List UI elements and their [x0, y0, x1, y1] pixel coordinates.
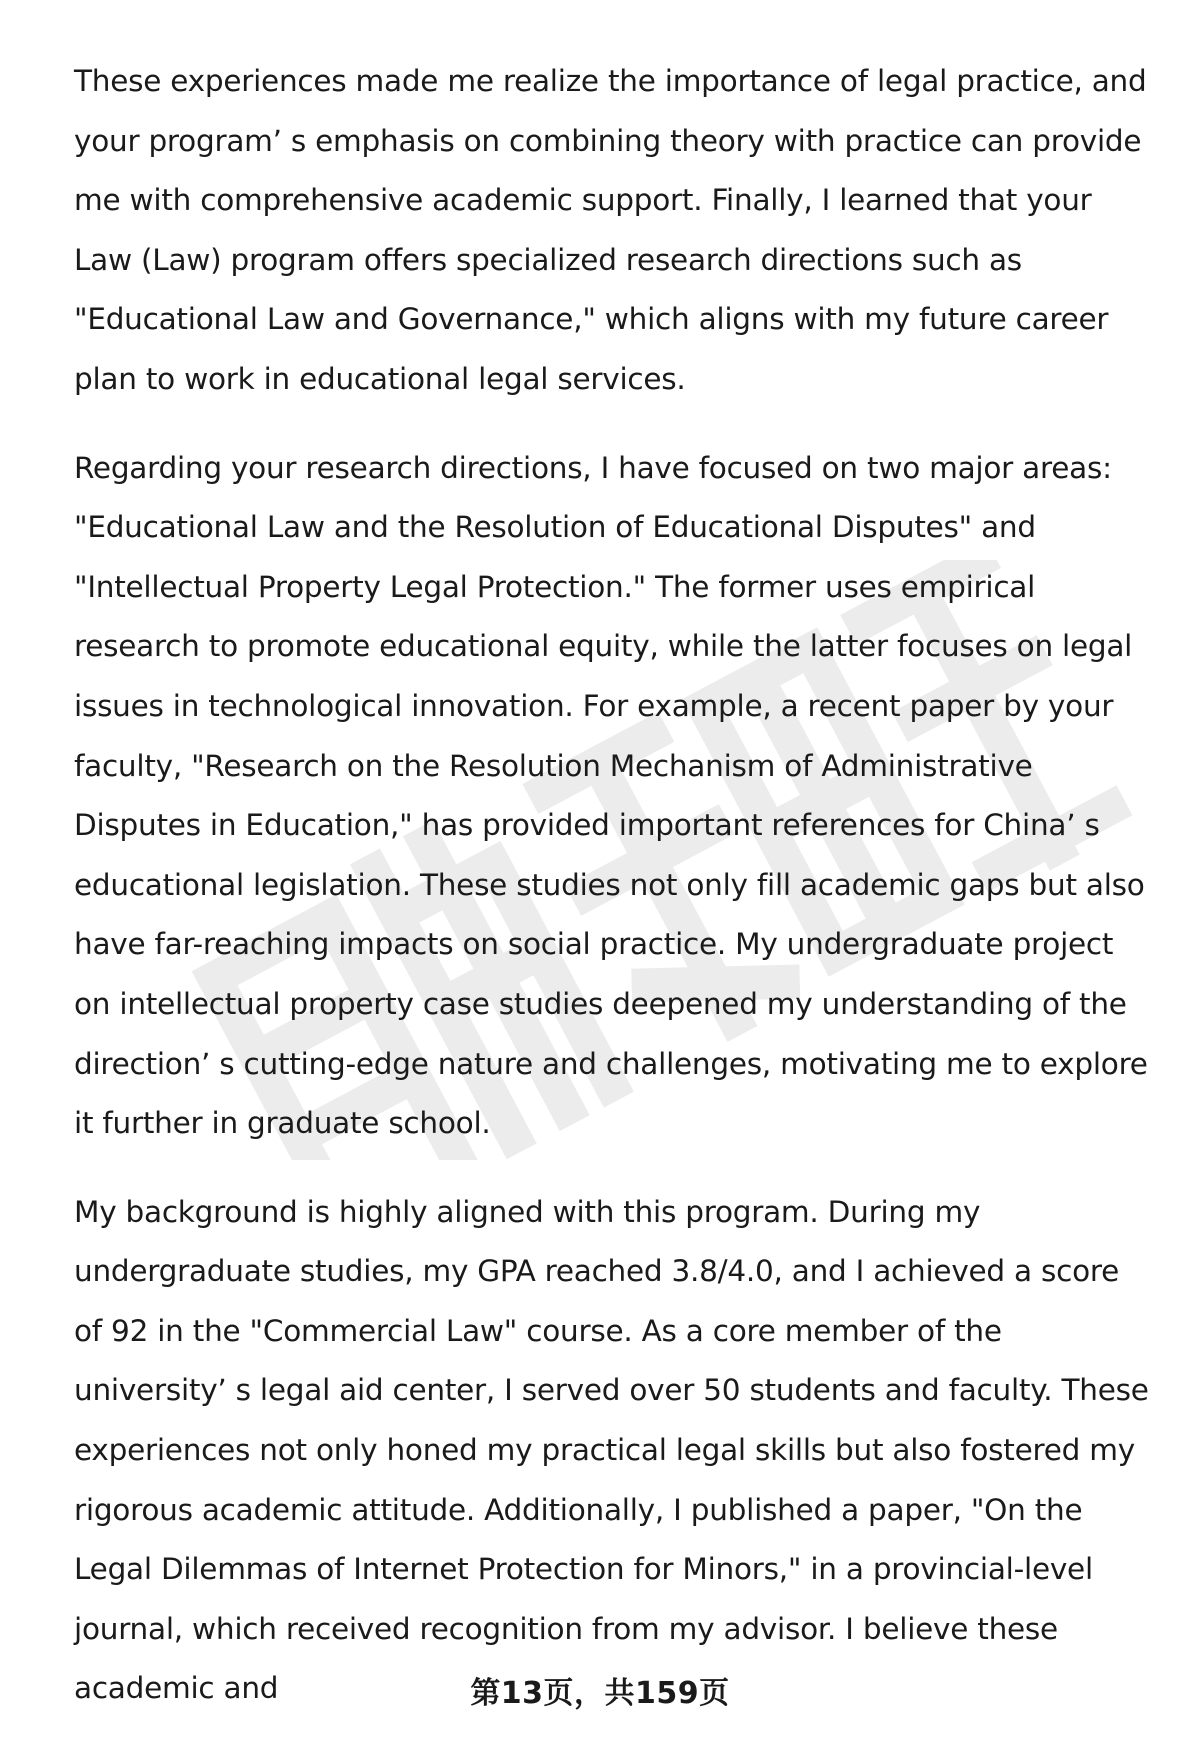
document-page: [74, 52, 1154, 1748]
paragraph-3: My background is highly aligned with this program. During my undergraduate studies, my GPA reached 3.8/4.0, and I achieved a score of 92 in the "Commercial Law" course. As a core member of the university’ s legal aid center, I served over 50 students and faculty. These experiences not only honed my practical legal skills but also fostered my rigorous academic attitude. Additionally, I published a paper, "On the Legal Dilemmas of Internet Protection for Minors," in a provincial-level journal, which received recognition from my advisor. I believe these academic and: [74, 1194, 1149, 1706]
paragraph-2: Regarding your research directions, I have focused on two major areas: "Educational Law and the Resolution of Educational Disputes" and "Intellectual Property Legal Protection." The former uses empirical research to promote educational equity, while the latter focuses on legal issues in technological innovation. For example, a recent paper by your faculty, "Research on the Resolution Mechanism of Administrative Disputes in Education," has provided important references for China’ s educational legislation. These studies not only fill academic gaps but also have far-reaching impacts on social practice. My undergraduate project on intellectual property case studies deepened my understanding of the direction’ s cutting-edge nature and challenges, motivating me to explore it further in graduate school.: [74, 450, 1148, 1141]
page-number-footer: 第13页，共159页: [470, 1676, 730, 1711]
paragraph-1: These experiences made me realize the importance of legal practice, and your program’ s emphasis on combining theory with practice can provide me with comprehensive academic support. Finally, I learned that your Law (Law) program offers specialized research directions such as "Educational Law and Governance," which aligns with my future career plan to work in educational legal services.: [74, 64, 1147, 396]
